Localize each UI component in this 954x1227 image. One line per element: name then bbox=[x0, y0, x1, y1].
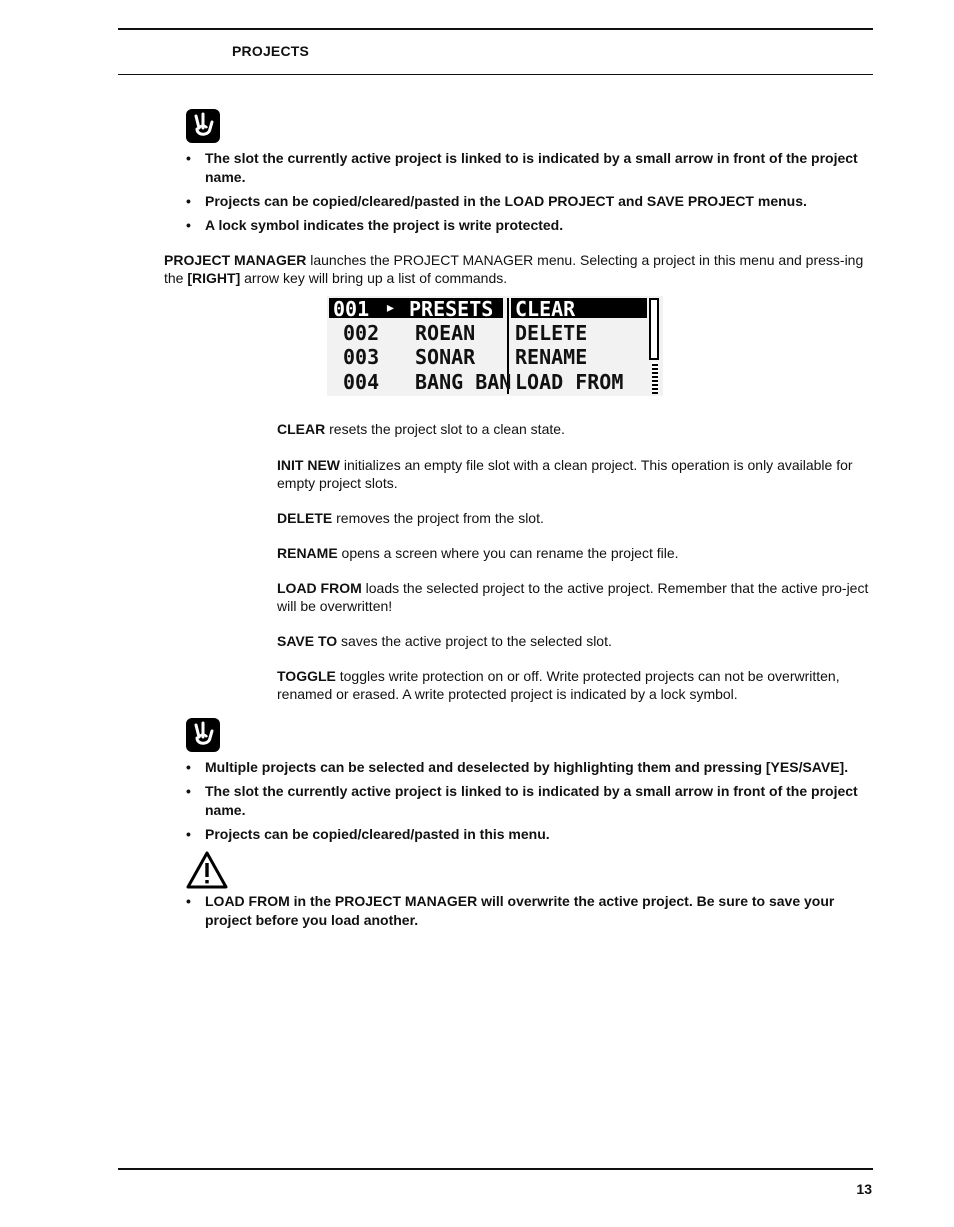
term: PROJECT MANAGER bbox=[164, 252, 307, 268]
list-item: • Multiple projects can be selected and deselected by highlighting them and pressing [YES/SAVE]. bbox=[186, 758, 876, 777]
lcd-project-name: BANG BAN bbox=[415, 370, 512, 394]
command-description: LOAD FROM loads the selected project to the active project. Remember that the active pro-ject will be overwritten! bbox=[277, 580, 869, 614]
lcd-slot-number: 003 bbox=[343, 345, 380, 369]
section-header: PROJECTS bbox=[232, 43, 310, 59]
command-description: INIT NEW initializes an empty file slot with a clean project. This operation is only available for empty project slots. bbox=[277, 457, 853, 491]
warning-list bbox=[186, 892, 876, 935]
command-term: RENAME bbox=[277, 545, 338, 561]
list-item: • LOAD FROM in the PROJECT MANAGER will overwrite the active project. Be sure to save your project before you load another. bbox=[186, 892, 876, 930]
command-term: TOGGLE bbox=[277, 668, 336, 684]
intro-paragraph: PROJECT MANAGER launches the PROJECT MANAGER menu. Selecting a project in this menu and press-ing the [RIGHT] arrow key will bring up a list of commands. bbox=[164, 252, 864, 286]
list-item: • A lock symbol indicates the project is write protected. bbox=[186, 216, 876, 235]
lcd-project-name: SONAR bbox=[415, 345, 476, 369]
command-term: CLEAR bbox=[277, 421, 326, 437]
scrollbar-icon bbox=[649, 298, 659, 360]
header-bottom-rule bbox=[118, 74, 873, 75]
page-number: 13 bbox=[856, 1181, 872, 1197]
command-description: CLEAR resets the project slot to a clean state. bbox=[277, 421, 565, 437]
lcd-command: RENAME bbox=[515, 345, 588, 369]
key-name: [RIGHT] bbox=[187, 270, 241, 286]
tips-list-1 bbox=[186, 149, 876, 240]
list-item: • Projects can be copied/cleared/pasted in the LOAD PROJECT and SAVE PROJECT menus. bbox=[186, 192, 876, 211]
lcd-screen bbox=[327, 296, 663, 396]
list-item: • Projects can be copied/cleared/pasted in this menu. bbox=[186, 825, 876, 844]
command-term: INIT NEW bbox=[277, 457, 340, 473]
lcd-slot-number: 001 bbox=[333, 297, 370, 321]
lcd-project-name: ROEAN bbox=[415, 321, 476, 345]
command-term: DELETE bbox=[277, 510, 333, 526]
list-item: • The slot the currently active project is linked to is indicated by a small arrow in front of the project name. bbox=[186, 782, 876, 820]
footer-rule bbox=[118, 1168, 873, 1170]
tips-list-2 bbox=[186, 758, 876, 849]
lcd-project-name: PRESETS bbox=[409, 297, 494, 321]
command-description: DELETE removes the project from the slot. bbox=[277, 510, 544, 526]
tip-hand-icon bbox=[185, 717, 221, 753]
command-description: SAVE TO saves the active project to the selected slot. bbox=[277, 633, 612, 649]
lcd-arrow-icon: ▸ bbox=[385, 297, 396, 318]
command-description: RENAME opens a screen where you can rename the project file. bbox=[277, 545, 679, 561]
lcd-command: DELETE bbox=[515, 321, 588, 345]
tip-hand-icon bbox=[185, 108, 221, 144]
command-description: TOGGLE toggles write protection on or off. Write protected projects can not be overwritten, renamed or erased. A write protected project is indicated by a lock symbol. bbox=[277, 668, 840, 702]
list-item: • The slot the currently active project is linked to is indicated by a small arrow in front of the project name. bbox=[186, 149, 876, 187]
header-top-rule bbox=[118, 28, 873, 30]
warning-icon bbox=[185, 850, 229, 890]
lcd-command: LOAD FROM bbox=[515, 370, 624, 394]
command-term: LOAD FROM bbox=[277, 580, 362, 596]
lcd-slot-number: 002 bbox=[343, 321, 380, 345]
lcd-slot-number: 004 bbox=[343, 370, 380, 394]
command-term: SAVE TO bbox=[277, 633, 338, 649]
lcd-command: CLEAR bbox=[515, 297, 576, 321]
